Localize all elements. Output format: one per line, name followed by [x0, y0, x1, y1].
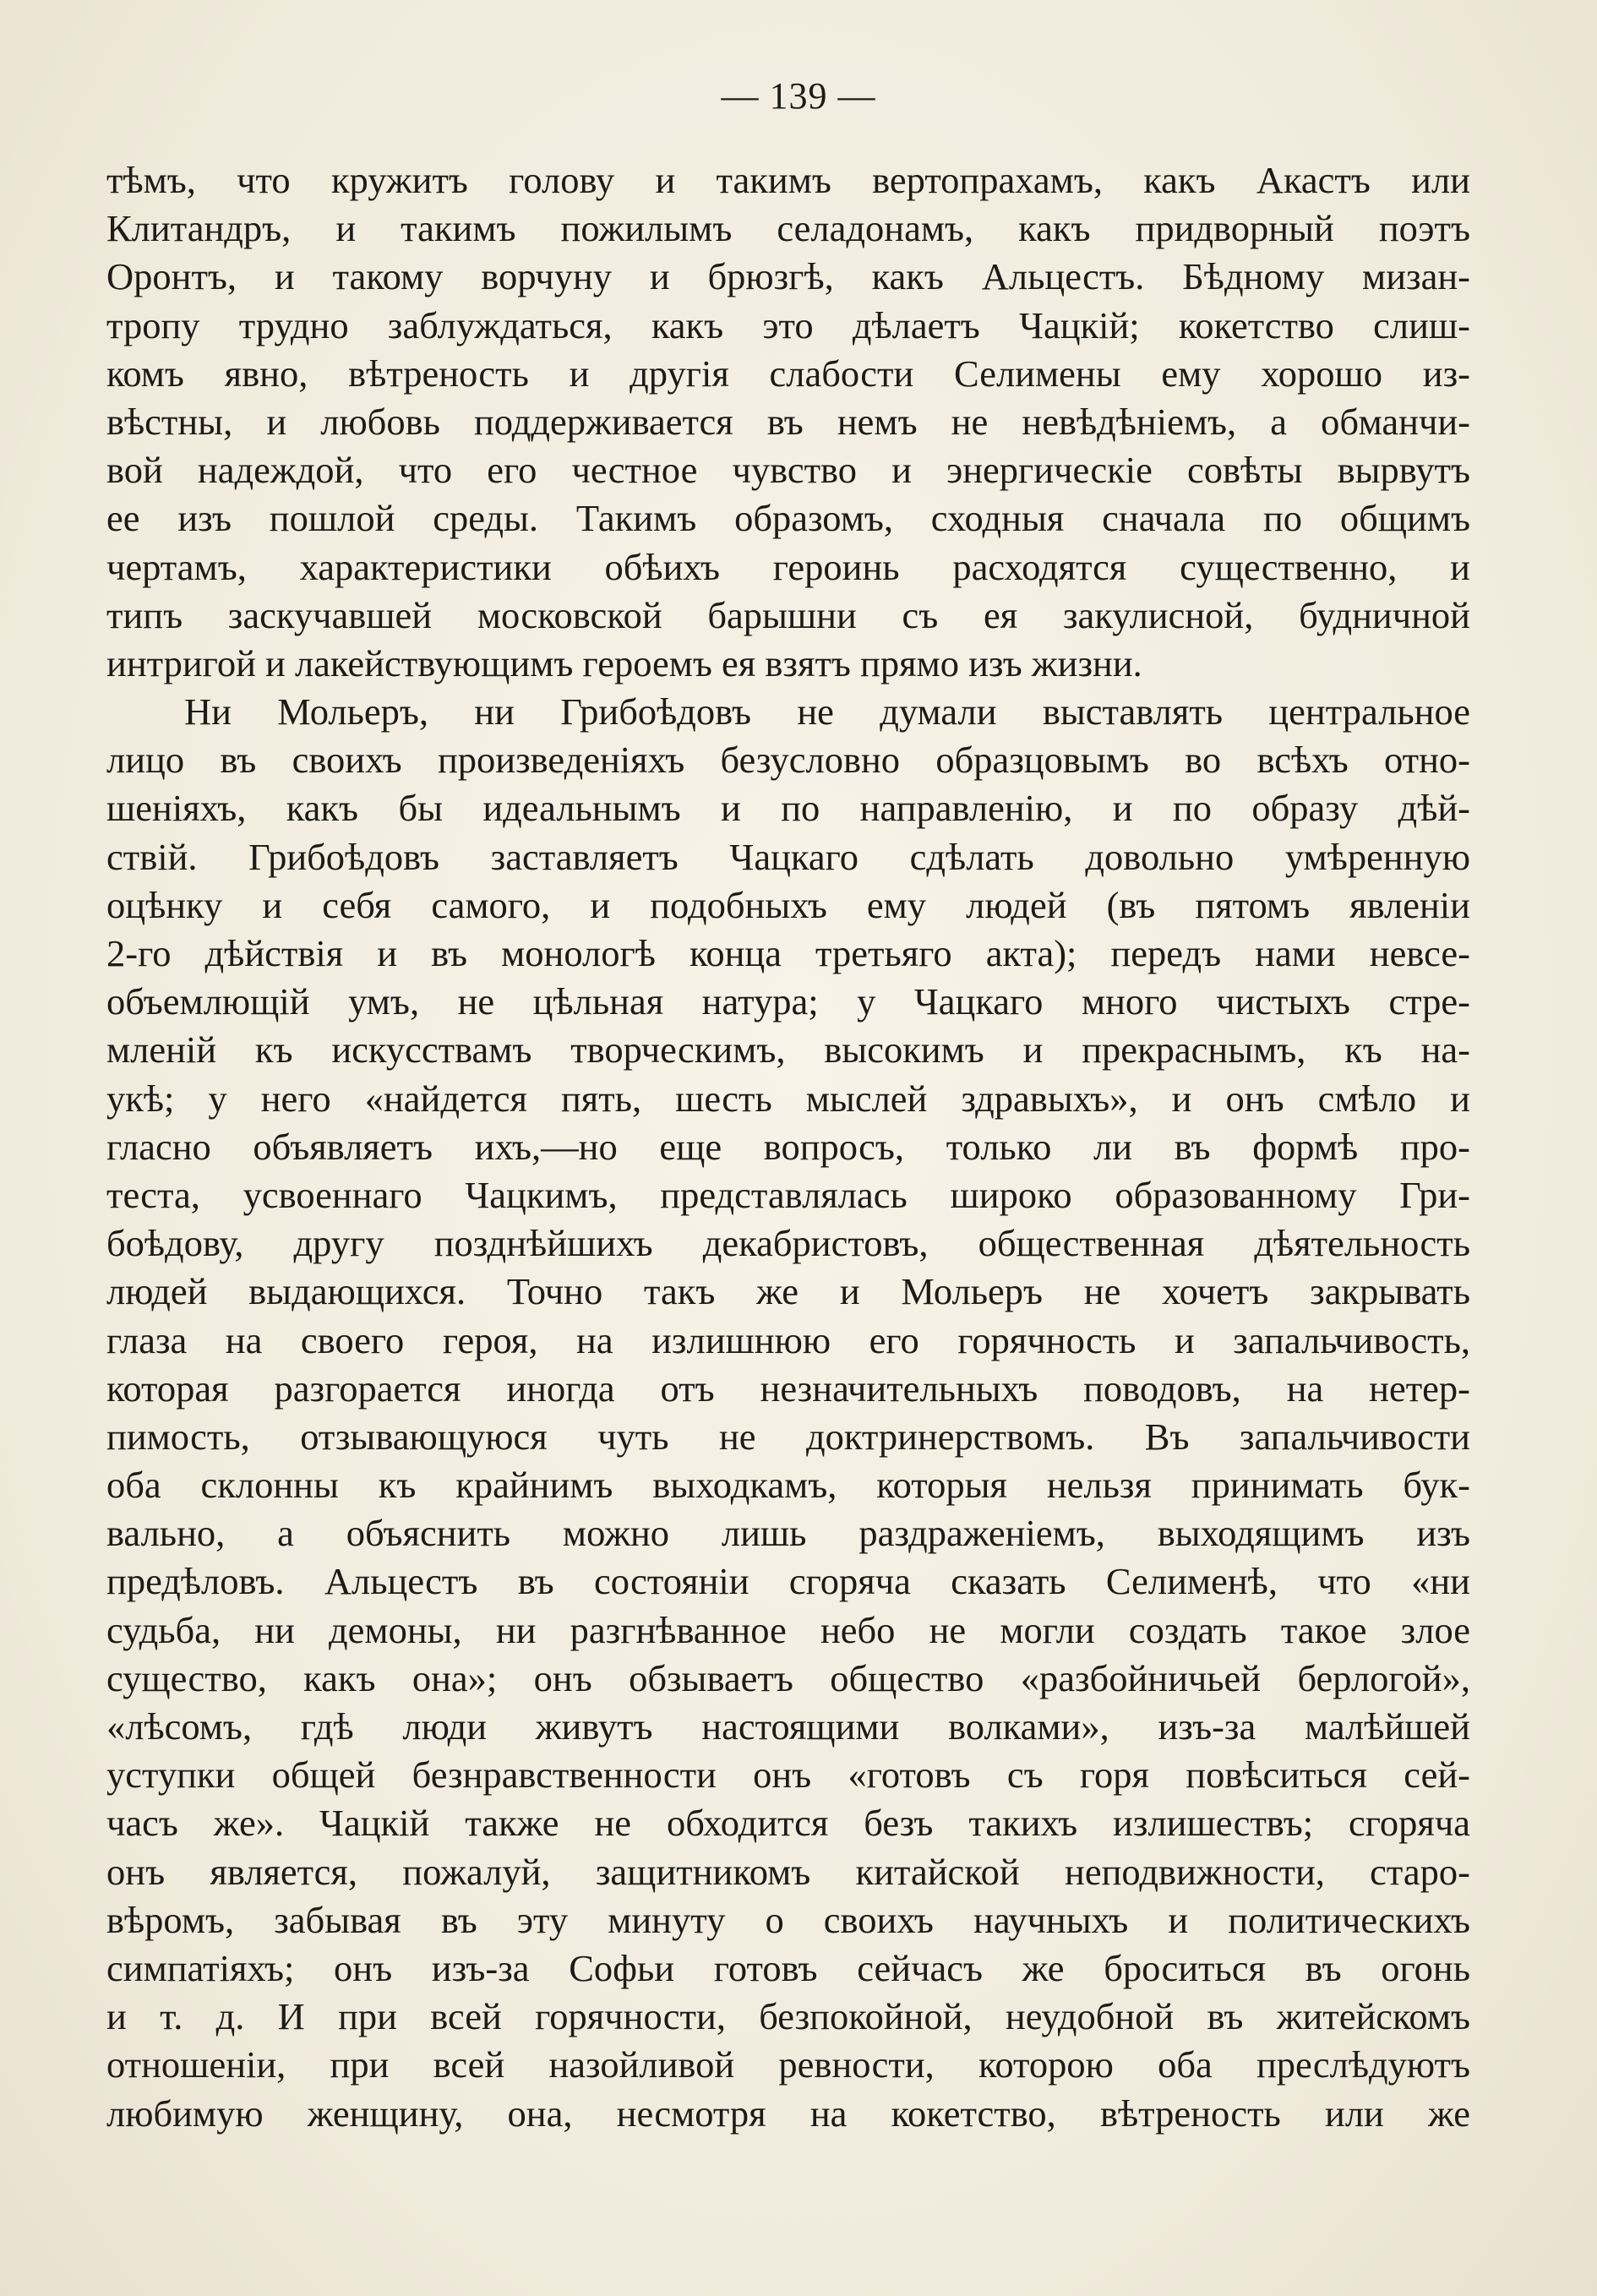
text-line: пимость, отзывающуюся чуть не доктринерствомъ. Въ запальчивости — [106, 1415, 1470, 1458]
text-line: лицо въ своихъ произведеніяхъ безусловно образцовымъ во всѣхъ отно- — [106, 739, 1470, 782]
text-line: онъ является, пожалуй, защитникомъ китайской неподвижности, старо- — [106, 1850, 1470, 1893]
text-line: ствій. Грибоѣдовъ заставляетъ Чацкаго сдѣлать довольно умѣренную — [106, 835, 1470, 878]
paragraph-end-line: интригой и лакействующимъ героемъ ея взятъ прямо изъ жизни. — [106, 641, 1142, 684]
text-line: вѣстны, и любовь поддерживается въ немъ не невѣдѣніемъ, а обманчи- — [106, 400, 1470, 443]
text-line: глаза на своего героя, на излишнюю его горячность и запальчивость, — [106, 1318, 1470, 1361]
text-line: вально, а объяснить можно лишь раздраженіемъ, выходящимъ изъ — [106, 1512, 1470, 1555]
text-line: уступки общей безнравственности онъ «готовъ съ горя повѣситься сей- — [106, 1753, 1470, 1797]
body-text — [106, 156, 1470, 2138]
text-line: любимую женщину, она, несмотря на кокетство, вѣтреность или же — [106, 2091, 1470, 2135]
page-number: — 139 — — [721, 75, 876, 117]
text-line: тѣмъ, что кружитъ голову и такимъ вертопрахамъ, какъ Акастъ или — [106, 159, 1470, 201]
text-line: Оронтъ, и такому ворчуну и брюзгѣ, какъ Альцестъ. Бѣдному мизан- — [106, 255, 1470, 298]
text-line: вой надеждой, что его честное чувство и энергическіе совѣты вырвутъ — [106, 449, 1470, 492]
text-line: боѣдову, другу позднѣйшихъ декабристовъ, общественная дѣятельность — [106, 1222, 1470, 1265]
text-line: типъ заскучавшей московской барышни съ ея закулисной, будничной — [106, 593, 1470, 636]
text-line: объемлющій умъ, не цѣльная натура; у Чацкаго много чистыхъ стре- — [106, 980, 1470, 1023]
text-line: оцѣнку и себя самого, и подобныхъ ему людей (въ пятомъ явленіи — [106, 883, 1470, 926]
text-line: чертамъ, характеристики обѣихъ героинь расходятся существенно, и — [106, 545, 1470, 588]
paragraph-start-line: Ни Мольеръ, ни Грибоѣдовъ не думали выставлять центральное — [184, 690, 1470, 734]
text-line: существо, какъ она»; онъ обзываетъ общество «разбойничьей берлогой», — [106, 1656, 1470, 1699]
text-line: людей выдающихся. Точно такъ же и Мольеръ не хочетъ закрывать — [106, 1270, 1470, 1313]
text-line: которая разгорается иногда отъ незначительныхъ поводовъ, на нетер- — [106, 1366, 1470, 1410]
text-line: ее изъ пошлой среды. Такимъ образомъ, сходныя сначала по общимъ — [106, 497, 1470, 540]
text-line: шеніяхъ, какъ бы идеальнымъ и по направленію, и по образу дѣй- — [106, 787, 1470, 830]
text-line: судьба, ни демоны, ни разгнѣванное небо не могли создать такое злое — [106, 1608, 1470, 1651]
text-line: теста, усвоеннаго Чацкимъ, представлялась широко образованному Гри- — [106, 1173, 1470, 1216]
text-line: и т. д. И при всей горячности, безпокойной, неудобной въ житейскомъ — [106, 1995, 1470, 2038]
text-line: предѣловъ. Альцестъ въ состояніи сгоряча сказать Селименѣ, что «ни — [106, 1560, 1470, 1603]
text-line: комъ явно, вѣтреность и другія слабости Селимены ему хорошо из- — [106, 352, 1470, 395]
text-line: симпатіяхъ; онъ изъ-за Софьи готовъ сейчасъ же броситься въ огонь — [106, 1946, 1470, 1989]
text-line: вѣромъ, забывая въ эту минуту о своихъ научныхъ и политическихъ — [106, 1898, 1470, 1941]
text-line: часъ же». Чацкій также не обходится безъ такихъ излишествъ; сгоряча — [106, 1802, 1470, 1845]
text-line: отношеніи, при всей назойливой ревности, которою оба преслѣдуютъ — [106, 2043, 1470, 2086]
text-line: тропу трудно заблуждаться, какъ это дѣлаетъ Чацкій; кокетство слиш- — [106, 303, 1470, 346]
text-line: «лѣсомъ, гдѣ люди живутъ настоящими волками», изъ-за малѣйшей — [106, 1705, 1470, 1748]
text-line: укѣ; у него «найдется пять, шесть мыслей здравыхъ», и онъ смѣло и — [106, 1077, 1470, 1120]
text-line: мленій къ искусствамъ творческимъ, высокимъ и прекраснымъ, къ на- — [106, 1028, 1470, 1072]
text-line: гласно объявляетъ ихъ,—но еще вопросъ, только ли въ формѣ про- — [106, 1125, 1470, 1168]
text-line: Клитандръ, и такимъ пожилымъ селадонамъ, какъ придворный поэтъ — [106, 207, 1470, 250]
text-line: 2-го дѣйствія и въ монологѣ конца третьяго акта); передъ нами невсе- — [106, 932, 1470, 974]
text-line: оба склонны къ крайнимъ выходкамъ, которыя нельзя принимать бук- — [106, 1464, 1470, 1507]
